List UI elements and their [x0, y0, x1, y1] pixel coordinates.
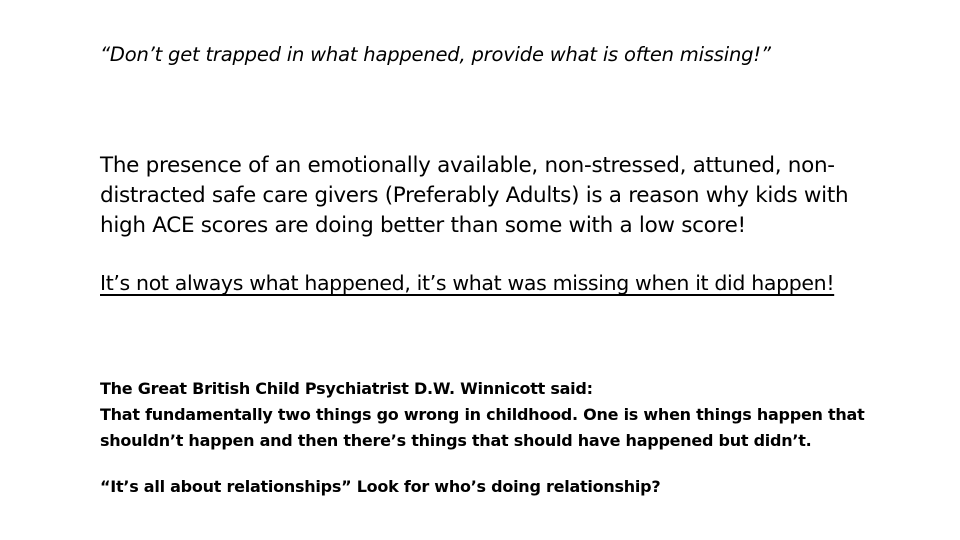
body-paragraph: The presence of an emotionally available, non-stressed, attuned, non-distracted safe care givers (Preferably Adults) is a reason why kids with high ACE scores are doing better than some with a low score!	[100, 153, 849, 238]
closing-line: “It’s all about relationships” Look for who’s doing relationship?	[100, 477, 661, 496]
emphasis-line	[100, 268, 900, 298]
winnicott-statement: That fundamentally two things go wrong in childhood. One is when things happen that shouldn’t happen and then there’s things that should have happened but didn’t.	[100, 405, 865, 450]
emphasis-underlined-text: It’s not always what happened, it’s what was missing when it did happen!	[100, 271, 835, 295]
winnicott-section	[100, 376, 930, 454]
winnicott-intro: The Great British Child Psychiatrist D.W. Winnicott said:	[100, 379, 593, 398]
slide-quote: “Don’t get trapped in what happened, provide what is often missing!”	[100, 43, 771, 66]
